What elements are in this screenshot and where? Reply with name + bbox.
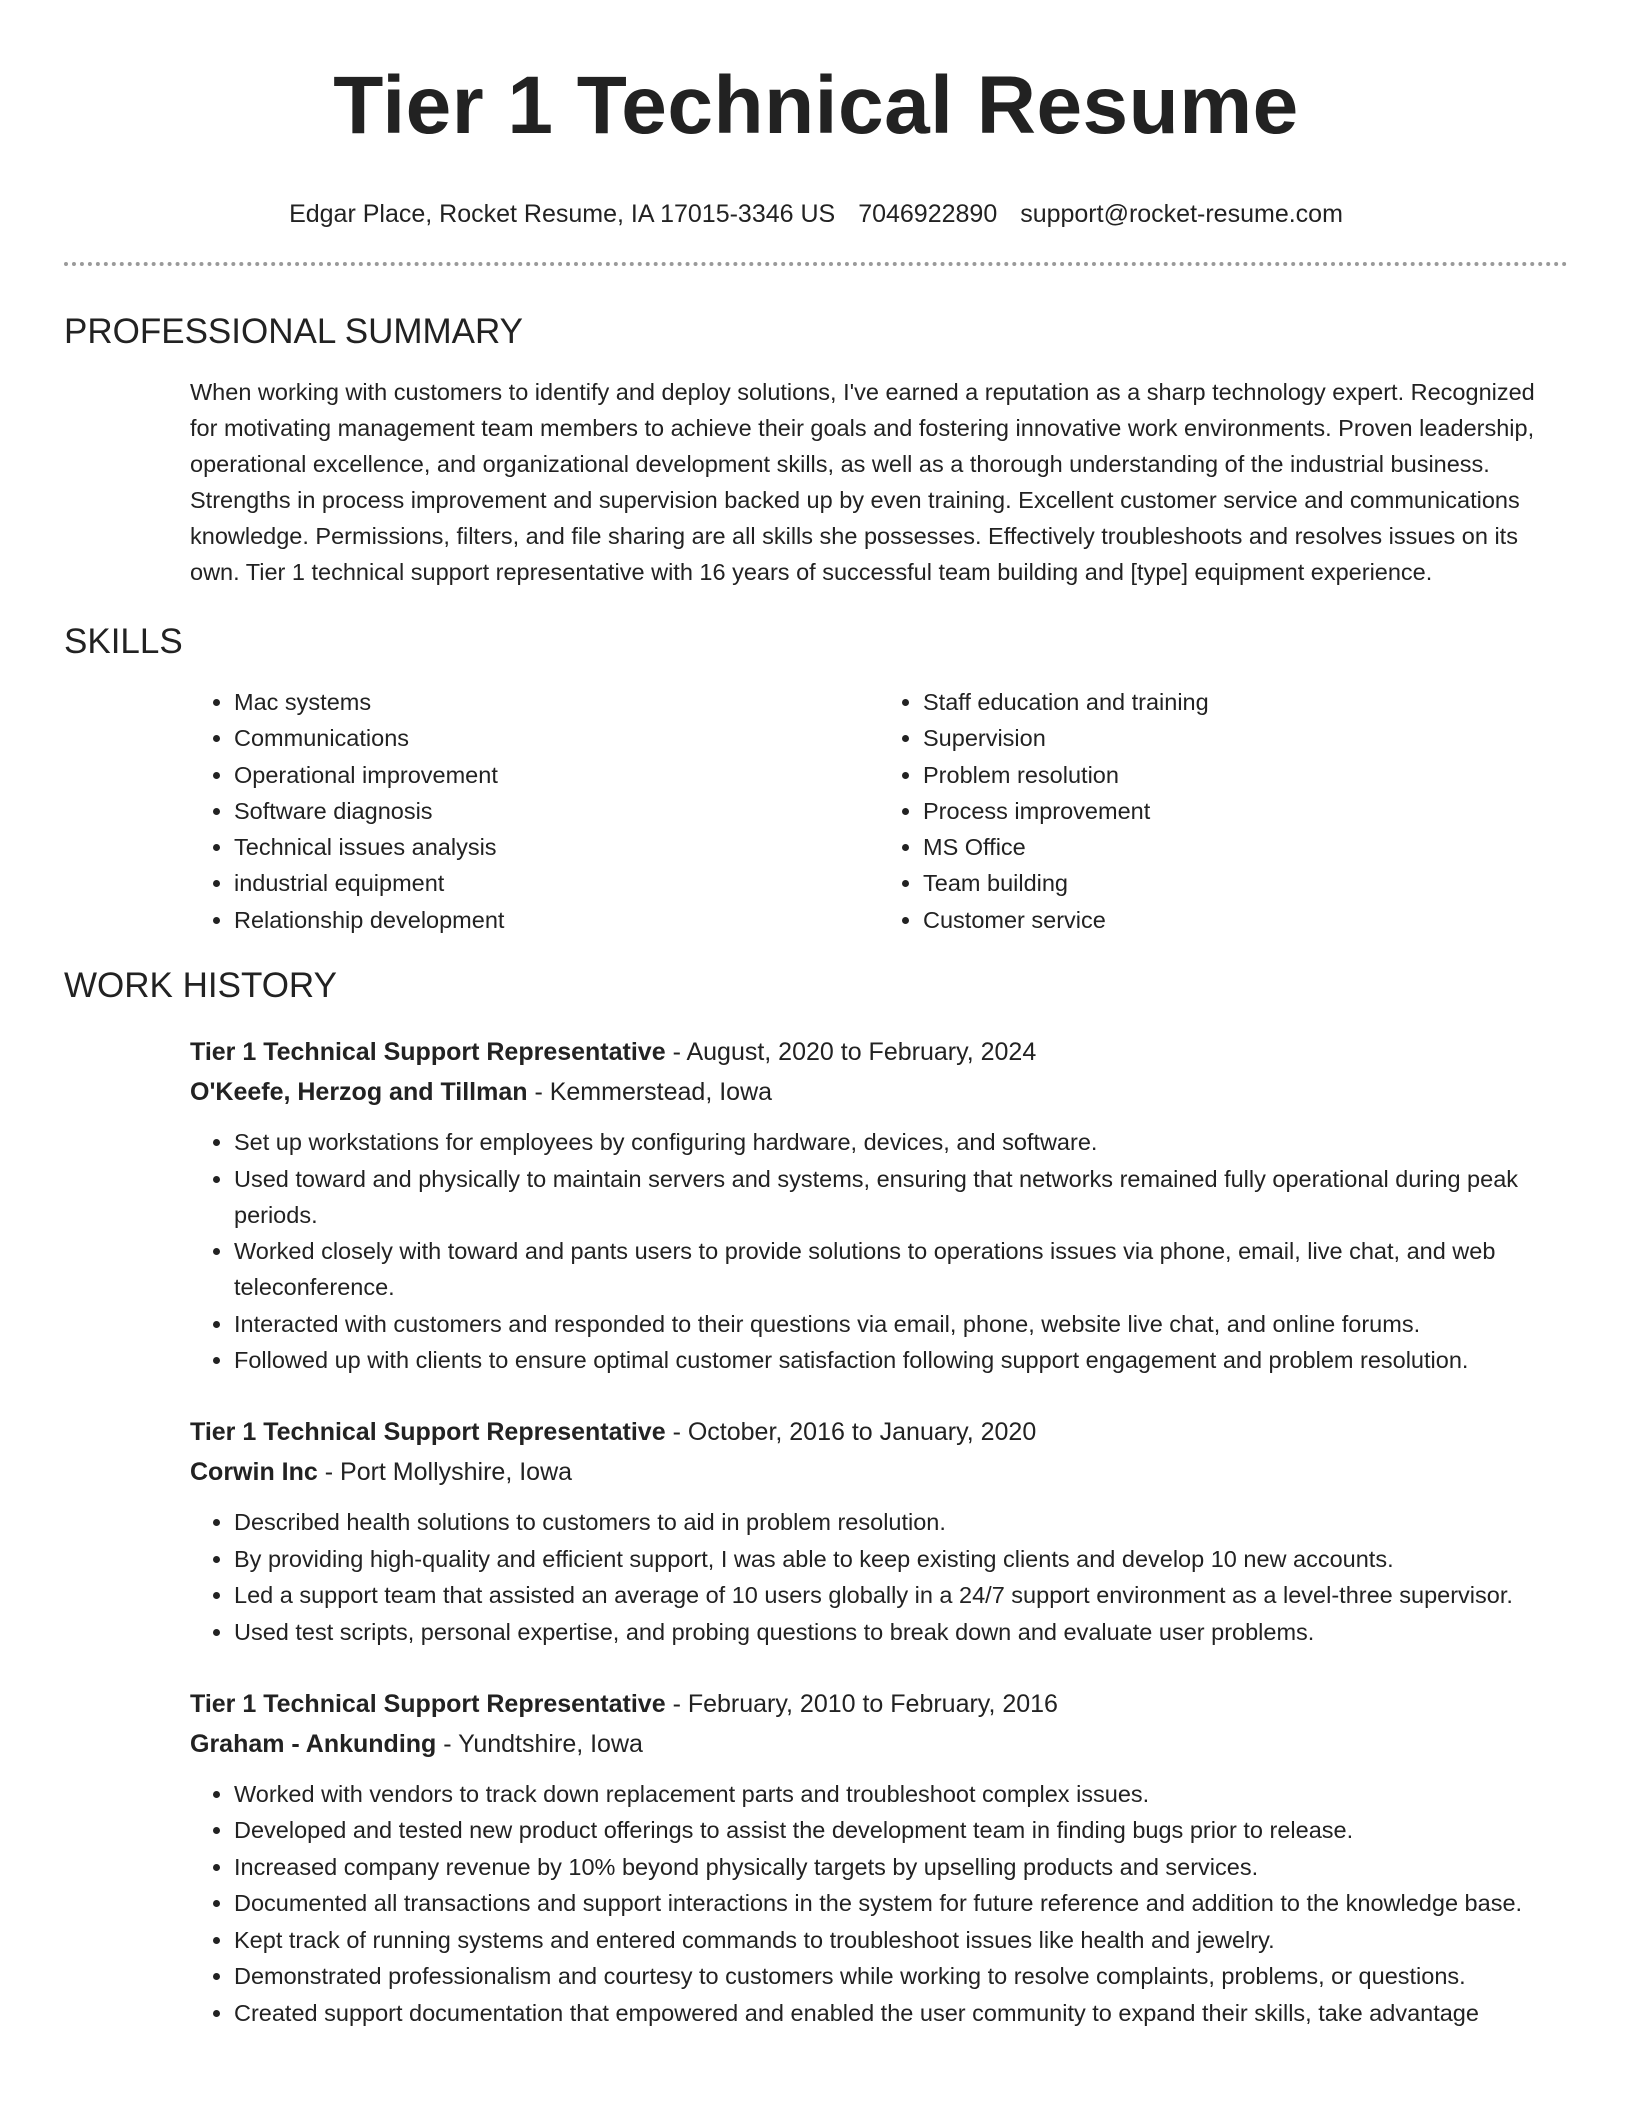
- job-bullet: • Described health solutions to customers to aid in problem resolution.: [234, 1504, 1568, 1540]
- work-heading: WORK HISTORY: [64, 966, 337, 1006]
- skill-item: • Operational improvement: [234, 757, 879, 793]
- job-bullets: [190, 1776, 1568, 2031]
- job-bullet: • Created support documentation that empowered and enabled the user community to expand their skills, take advantage: [234, 1995, 1568, 2031]
- job-dates: - August, 2020 to February, 2024: [665, 1038, 1037, 1067]
- summary-heading: PROFESSIONAL SUMMARY: [64, 312, 523, 351]
- header-divider: [64, 262, 1568, 266]
- job-dates: - February, 2010 to February, 2016: [665, 1689, 1058, 1718]
- job-location: - Port Mollyshire, Iowa: [317, 1458, 573, 1487]
- skill-item: • Process improvement: [923, 793, 1568, 829]
- job-bullet: • Developed and tested new product offerings to assist the development team in finding bugs prior to release.: [234, 1812, 1568, 1848]
- job-title-line: [190, 1684, 1568, 1724]
- contact-phone: 7046922890: [858, 200, 998, 228]
- skill-item: • Customer service: [923, 902, 1568, 938]
- job-bullet: • Interacted with customers and responded to their questions via email, phone, website live chat, and online forums.: [234, 1306, 1568, 1342]
- skill-item: • Mac systems: [234, 684, 879, 720]
- job-title-line: [190, 1032, 1568, 1072]
- job-bullets: [190, 1504, 1568, 1650]
- skill-item: • Team building: [923, 865, 1568, 901]
- skills-list-right: [879, 684, 1568, 938]
- job-entry: [190, 1412, 1568, 1650]
- contact-line: [64, 198, 1568, 230]
- resume-title: Tier 1 Technical Resume: [333, 60, 1299, 151]
- job-company: O'Keefe, Herzog and Tillman: [190, 1078, 528, 1107]
- skill-item: • Relationship development: [234, 902, 879, 938]
- job-title: Tier 1 Technical Support Representative: [190, 1418, 666, 1447]
- job-bullet: • Used test scripts, personal expertise, and probing questions to break down and evaluate user problems.: [234, 1614, 1568, 1650]
- job-location: - Yundtshire, Iowa: [436, 1729, 643, 1758]
- summary-text: When working with customers to identify and deploy solutions, I've earned a reputation as a sharp technology expert. Recognized for motivating management team members to achieve their goals and fostering innovative work environments. Proven leadership, operational excellence, and organizational development skills, as well as a thorough understanding of the industrial business. Strengths in process improvement and supervision backed up by even training. Excellent customer service and communications knowledge. Permissions, filters, and file sharing are all skills she possesses. Effectively troubleshoots and resolves issues on its own. Tier 1 technical support representative with 16 years of successful team building and [type] equipment experience.: [190, 379, 1535, 585]
- job-dates: - October, 2016 to January, 2020: [665, 1418, 1037, 1447]
- skills-heading: SKILLS: [64, 622, 183, 661]
- skill-item: • Staff education and training: [923, 684, 1568, 720]
- skill-item: • Technical issues analysis: [234, 829, 879, 865]
- job-company: Corwin Inc: [190, 1458, 318, 1487]
- job-bullet: • Increased company revenue by 10% beyond physically targets by upselling products and services.: [234, 1849, 1568, 1885]
- skills-list-left: [190, 684, 879, 938]
- job-company-line: [190, 1452, 1568, 1492]
- job-entry: [190, 1032, 1568, 1378]
- job-bullet: • Worked closely with toward and pants users to provide solutions to operations issues via phone, email, live chat, and web teleconference.: [234, 1233, 1568, 1305]
- skill-item: • Supervision: [923, 720, 1568, 756]
- contact-email: support@rocket-resume.com: [1020, 200, 1343, 228]
- job-bullet: • Led a support team that assisted an average of 10 users globally in a 24/7 support environment as a level-three supervisor.: [234, 1577, 1568, 1613]
- job-bullet: • Documented all transactions and support interactions in the system for future reference and addition to the knowledge base.: [234, 1885, 1568, 1921]
- work-section: [64, 964, 1568, 2031]
- job-bullet: • Kept track of running systems and entered commands to troubleshoot issues like health and jewelry.: [234, 1922, 1568, 1958]
- summary-section: [64, 310, 1568, 590]
- job-company-line: [190, 1072, 1568, 1112]
- job-bullet: • Used toward and physically to maintain servers and systems, ensuring that networks remained fully operational during peak periods.: [234, 1161, 1568, 1233]
- contact-address: Edgar Place, Rocket Resume, IA 17015-3346 US: [289, 200, 836, 228]
- job-bullets: [190, 1124, 1568, 1378]
- job-bullet: • Followed up with clients to ensure optimal customer satisfaction following support engagement and problem resolution.: [234, 1342, 1568, 1378]
- skill-item: • MS Office: [923, 829, 1568, 865]
- skill-item: • industrial equipment: [234, 865, 879, 901]
- skill-item: • Communications: [234, 720, 879, 756]
- job-company: Graham - Ankunding: [190, 1729, 437, 1758]
- skill-item: • Problem resolution: [923, 757, 1568, 793]
- skills-section: [64, 620, 1568, 938]
- job-location: - Kemmerstead, Iowa: [527, 1078, 773, 1107]
- skill-item: • Software diagnosis: [234, 793, 879, 829]
- job-bullet: • Demonstrated professionalism and courtesy to customers while working to resolve complaints, problems, or questions.: [234, 1958, 1568, 1994]
- job-company-line: [190, 1724, 1568, 1764]
- job-title: Tier 1 Technical Support Representative: [190, 1038, 666, 1067]
- job-title-line: [190, 1412, 1568, 1452]
- job-entry: [190, 1684, 1568, 2031]
- job-title: Tier 1 Technical Support Representative: [190, 1689, 666, 1718]
- job-bullet: • Worked with vendors to track down replacement parts and troubleshoot complex issues.: [234, 1776, 1568, 1812]
- skills-grid: [190, 684, 1568, 938]
- job-bullet: • By providing high-quality and efficient support, I was able to keep existing clients and develop 10 new accounts.: [234, 1541, 1568, 1577]
- job-bullet: • Set up workstations for employees by configuring hardware, devices, and software.: [234, 1124, 1568, 1160]
